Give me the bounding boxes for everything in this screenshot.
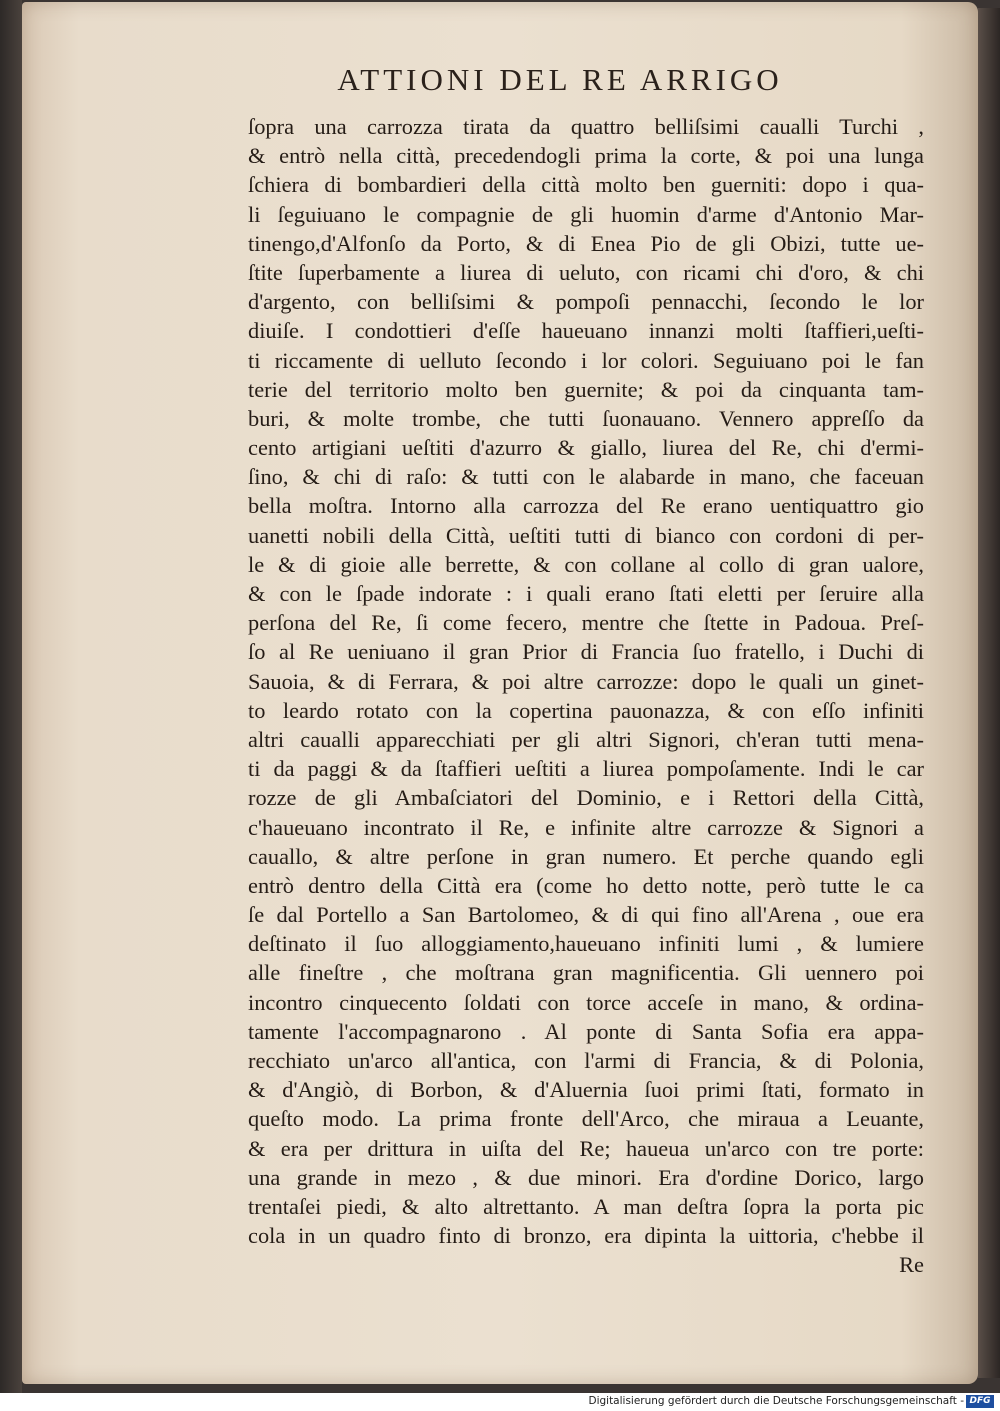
text-line: recchiato un'arco all'antica, con l'armi di Francia, & di Polonia, xyxy=(248,1048,924,1073)
text-line: perſona del Re, ſi come fecero, mentre che ſtette in Padoua. Preſ- xyxy=(248,610,924,636)
text-line: ſtite ſuperbamente a liurea di ueluto, con ricami chi d'oro, & chi xyxy=(248,259,924,285)
text-line: to leardo rotato con la copertina pauonazza, & con eſſo infiniti xyxy=(248,697,924,723)
text-line: tinengo,d'Alfonſo da Porto, & di Enea Pio de gli Obizi, tutte ue- xyxy=(248,230,924,256)
text-line: & con le ſpade indorate : i quali erano ſtati eletti per ſeruire alla xyxy=(248,581,924,606)
text-line: Sauoia, & di Ferrara, & poi altre carrozze: dopo le quali un ginet- xyxy=(248,668,924,694)
text-line: incontro cinquecento ſoldati con torce acceſe in mano, & ordina- xyxy=(248,989,924,1015)
text-line: entrò dentro della Città era (come ho detto notte, però tutte le ca xyxy=(248,872,924,898)
body-text xyxy=(248,112,924,1280)
text-line: ti riccamente di uelluto ſecondo i lor colori. Seguiuano poi le fan xyxy=(248,347,924,373)
page-edge xyxy=(978,8,1000,1378)
text-line: ſopra una carrozza tirata da quattro belliſsimi caualli Turchi , xyxy=(248,114,924,139)
text-line: ti da paggi & da ſtaffieri ueſtiti a liurea pompoſamente. Indi le car xyxy=(248,756,924,782)
text-line: cento artigiani ueſtiti d'azurro & giallo, liurea del Re, chi d'ermi- xyxy=(248,435,924,461)
text-line: d'argento, con belliſsimi & pompoſi pennacchi, ſecondo le lor xyxy=(248,289,924,315)
text-line: bella moſtra. Intorno alla carrozza del Re erano uentiquattro gio xyxy=(248,493,924,519)
binding-board xyxy=(0,0,22,1393)
text-line: tamente l'accompagnarono . Al ponte di Santa Sofia era appa- xyxy=(248,1018,924,1044)
text-line: queſto modo. La prima fronte dell'Arco, che miraua a Leuante, xyxy=(248,1106,924,1132)
text-line: cauallo, & altre perſone in gran numero. Et perche quando egli xyxy=(248,843,924,869)
footer-bar xyxy=(0,1393,1000,1411)
text-line: & d'Angiò, di Borbon, & d'Aluernia ſuoi primi ſtati, formato in xyxy=(248,1077,924,1103)
text-line: alle fineſtre , che moſtrana gran magnificentia. Gli uennero poi xyxy=(248,960,924,986)
text-line: una grande in mezo , & due minori. Era d'ordine Dorico, largo xyxy=(248,1164,924,1190)
text-line: & entrò nella città, precedendogli prima la corte, & poi una lunga xyxy=(248,143,924,169)
text-line: terie del territorio molto ben guernite; & poi da cinquanta tam- xyxy=(248,376,924,402)
dfg-logo[interactable]: DFG xyxy=(966,1395,994,1408)
text-line: trentaſei piedi, & alto altrettanto. A man deſtra ſopra la porta pic xyxy=(248,1193,924,1219)
text-line: ſino, & chi di raſo: & tutti con le alabarde in mano, che faceuan xyxy=(248,464,924,490)
running-head-text: ATTIONI DEL RE ARRIGO xyxy=(337,62,783,97)
text-line: diuiſe. I condottieri d'eſſe haueuano innanzi molti ſtaffieri,ueſti- xyxy=(248,318,924,344)
footer-credit: Digitalisierung gefördert durch die Deutsche Forschungsgemeinschaft - xyxy=(588,1395,964,1407)
text-line: ſe dal Portello a San Bartolomeo, & di qui fino all'Arena , oue era xyxy=(248,902,924,928)
text-line: rozze de gli Ambaſciatori del Dominio, e i Rettori della Città, xyxy=(248,785,924,811)
text-line: li ſeguiuano le compagnie de gli huomin d'arme d'Antonio Mar- xyxy=(248,201,924,227)
text-line: cola in un quadro finto di bronzo, era dipinta la uittoria, c'hebbe il xyxy=(248,1223,924,1249)
text-line: deſtinato il ſuo alloggiamento,haueuano infiniti lumi , & lumiere xyxy=(248,931,924,957)
text-line: buri, & molte trombe, che tutti ſuonauano. Vennero appreſſo da xyxy=(248,405,924,431)
text-line: ſchiera di bombardieri della città molto ben guerniti: dopo i qua- xyxy=(248,172,924,198)
text-line: uanetti nobili della Città, ueſtiti tutti di bianco con cordoni di per- xyxy=(248,522,924,548)
catchword: Re xyxy=(899,1252,924,1278)
text-line: ſo al Re ueniuano il gran Prior di Francia ſuo fratello, i Duchi di xyxy=(248,639,924,665)
running-head xyxy=(22,62,978,98)
text-line: c'haueuano incontrato il Re, e infinite altre carrozze & Signori a xyxy=(248,814,924,840)
text-line: altri caualli apparecchiati per gli altri Signori, ch'eran tutti mena- xyxy=(248,726,924,752)
text-line: le & di gioie alle berrette, & con collane al collo di gran ualore, xyxy=(248,551,924,577)
text-line: & era per drittura in uiſta del Re; haueua un'arco con tre porte: xyxy=(248,1135,924,1161)
